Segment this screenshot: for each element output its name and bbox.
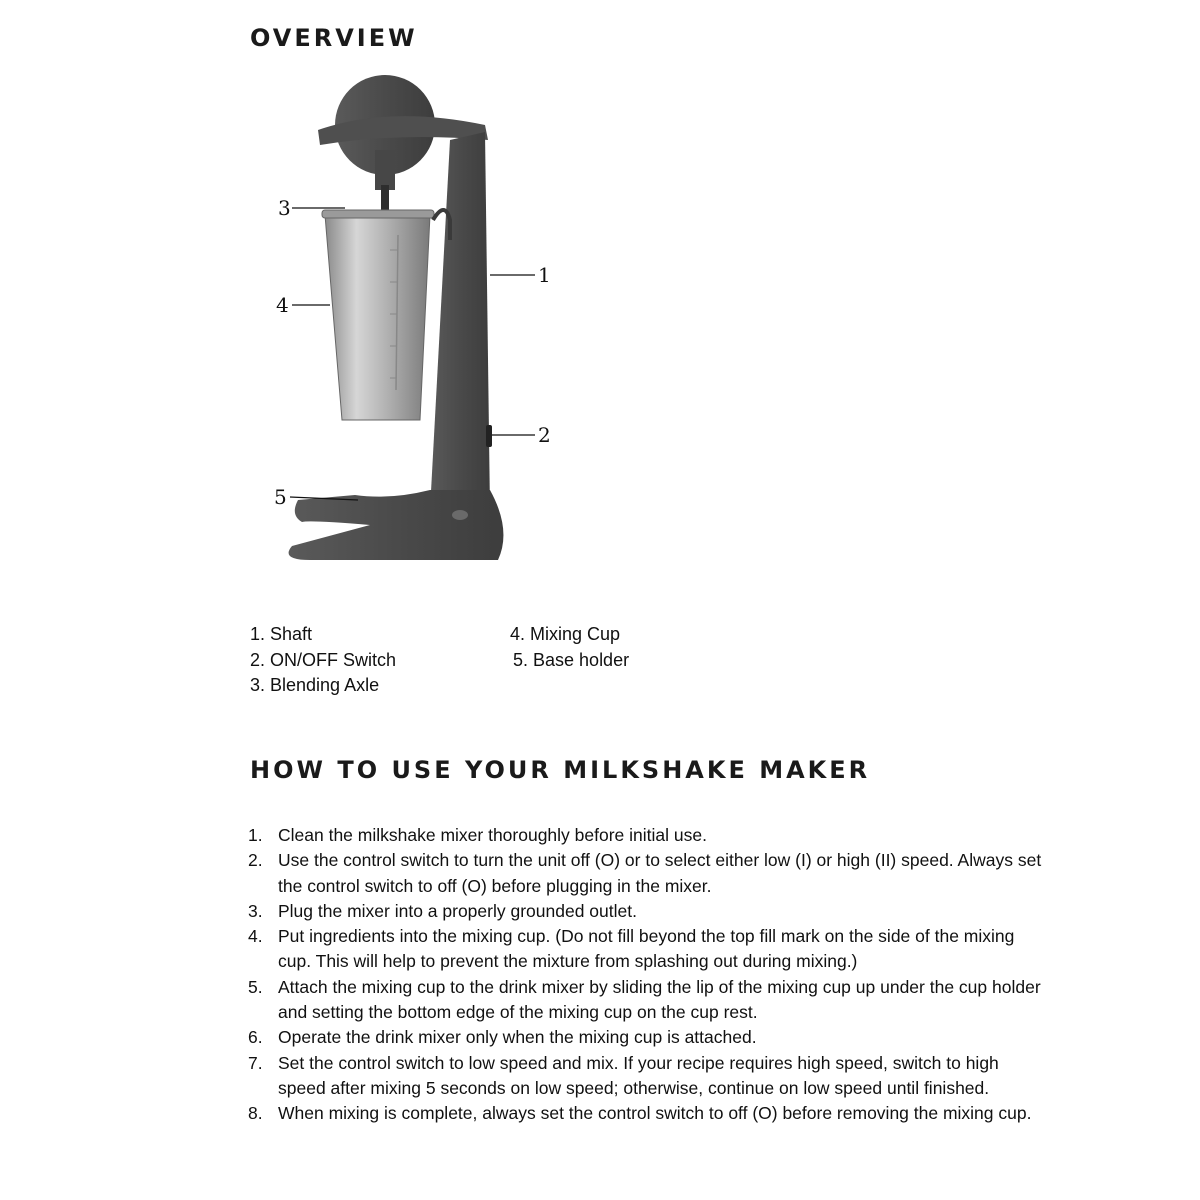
part-item: 2. ON/OFF Switch [250, 649, 397, 670]
step-text: Use the control switch to turn the unit off (O) or to select either low (I) or high (II) speed. Always set the control switch to off (O) before plugging in the mixer. [278, 850, 1042, 896]
step-number: 5. [248, 976, 263, 997]
step-text: Clean the milkshake mixer thoroughly before initial use. [278, 825, 707, 845]
step-item [248, 924, 1048, 975]
step-text: When mixing is complete, always set the control switch to off (O) before removing the mixing cup. [278, 1103, 1032, 1124]
part-item: 1. Shaft [250, 624, 313, 644]
step-number: 8. [248, 1103, 263, 1124]
step-item [248, 975, 1048, 1026]
step-item [248, 1051, 1048, 1102]
step-number: 1. [248, 825, 263, 845]
callout-1: 1 [538, 263, 551, 287]
base-holder [289, 490, 504, 560]
step-text: Put ingredients into the mixing cup. (Do not fill beyond the top fill mark on the side of the mixing cup. This will help to prevent the mixture from splashing out during mixing.) [278, 926, 1015, 972]
step-number: 2. [248, 850, 263, 871]
step-text: Attach the mixing cup to the drink mixer by sliding the lip of the mixing cup up under the cup holder and setting the bottom edge of the mixing cup on the cup rest. [278, 976, 1041, 1023]
callout-2: 2 [538, 423, 551, 447]
parts-list-left [250, 622, 396, 699]
step-number: 7. [248, 1052, 263, 1073]
milkshake-maker-diagram [250, 70, 590, 610]
part-item: 5. Base holder [513, 649, 630, 670]
mixing-cup [322, 210, 450, 420]
how-to-use-heading: HOW TO USE YOUR MILKSHAKE MAKER [250, 756, 871, 784]
callout-4: 4 [276, 293, 289, 317]
shaft [430, 132, 490, 510]
overview-heading: OVERVIEW [250, 24, 418, 52]
step-number: 6. [248, 1027, 263, 1048]
callout-5: 5 [274, 485, 287, 509]
step-number: 3. [248, 900, 263, 921]
step-text: Set the control switch to low speed and mix. If your recipe requires high speed, switch to high speed after mixing 5 seconds on low speed; otherwise, continue on low speed until finished. [278, 1052, 999, 1098]
step-text: Plug the mixer into a properly grounded outlet. [278, 900, 637, 921]
step-number: 4. [248, 926, 263, 947]
parts-list-right [510, 622, 629, 673]
callout-3: 3 [278, 196, 291, 220]
step-item [248, 823, 1048, 848]
part-item: 3. Blending Axle [250, 675, 380, 695]
part-item: 4. Mixing Cup [510, 624, 621, 644]
step-item [248, 1101, 1048, 1126]
step-text: Operate the drink mixer only when the mixing cup is attached. [278, 1027, 757, 1048]
on-off-switch[interactable] [486, 425, 492, 447]
step-item [248, 848, 1048, 899]
step-item [248, 1025, 1048, 1050]
step-item [248, 899, 1048, 924]
instruction-steps [248, 823, 1048, 1127]
